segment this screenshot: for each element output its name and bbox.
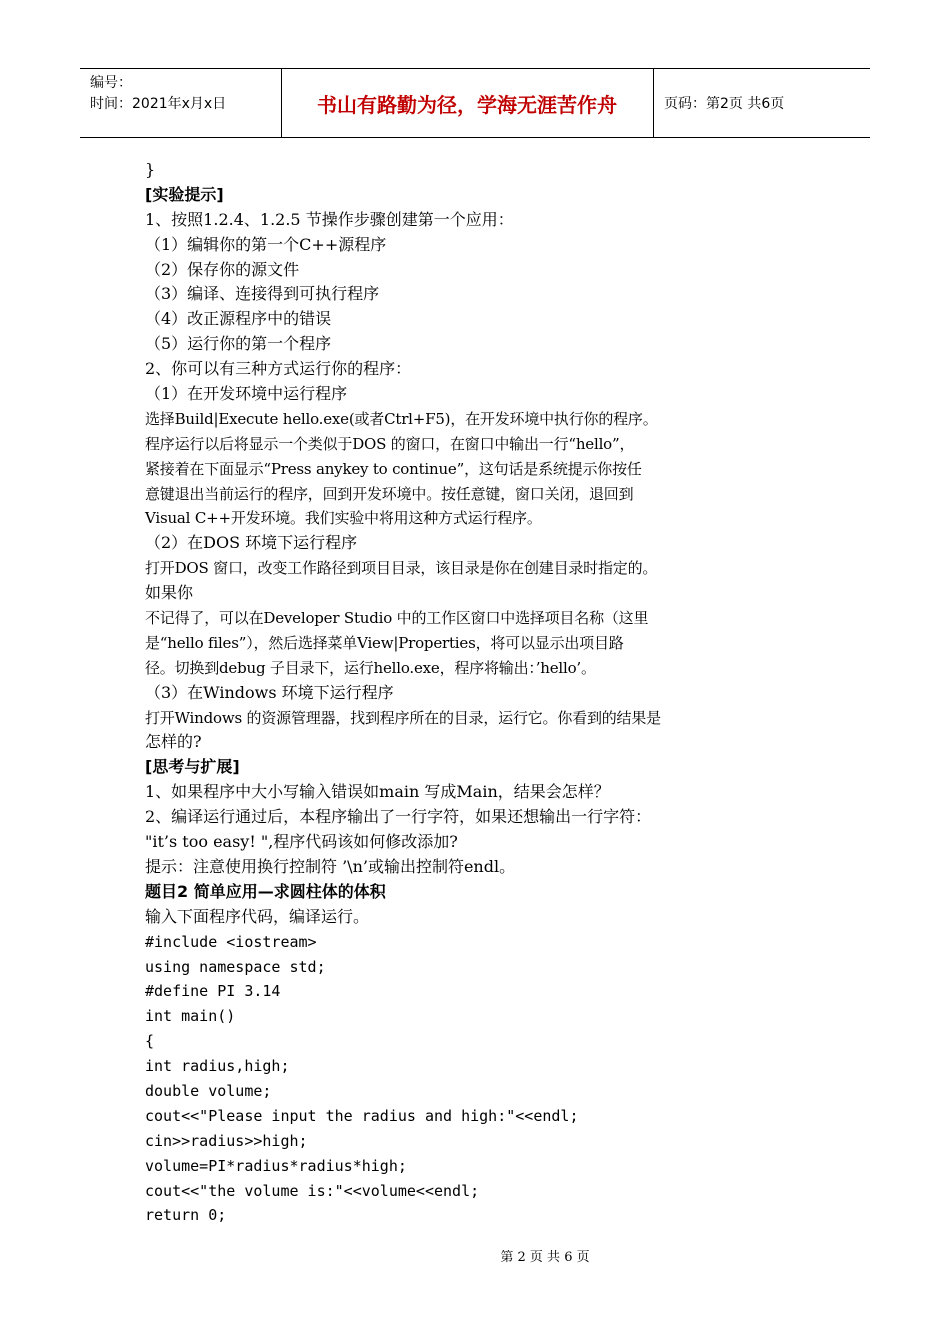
code-line: double volume; [145,1081,272,1100]
text-line: 紧接着在下面显示“Press anykey to continue”，这句话是系统提示你按任 [145,459,642,478]
code-line: } [145,160,156,179]
text-line: "it’s too easy! ",程序代码该如何修改添加? [145,832,458,852]
text-line: 如果你 [145,583,194,603]
text-line: Visual C++开发环境。我们实验中将用这种方式运行程序。 [145,509,542,528]
code-line: cout<<"the volume is:"<<volume<<endl; [145,1181,480,1200]
text-line: 是“hello files”），然后选择菜单View|Properties，将可以显示出项目路 [145,633,624,652]
text-line: （4）改正源程序中的错误 [145,309,332,329]
text-line: （1）在开发环境中运行程序 [145,384,348,404]
code-line: volume=PI*radius*radius*high; [145,1156,407,1175]
problem-heading: 题目2 简单应用—求圆柱体的体积 [145,881,386,901]
text-line: 怎样的? [145,732,202,752]
document-date-label: 时间：2021年x月x日 [90,96,227,112]
section-heading: [思考与扩展] [145,757,240,777]
text-line: （2）在DOS 环境下运行程序 [145,533,358,553]
code-line: return 0; [145,1206,227,1225]
code-line: #define PI 3.14 [145,982,281,1001]
document-body [145,158,815,1228]
text-line: （1）编辑你的第一个C++源程序 [145,234,387,254]
text-line: 输入下面程序代码，编译运行。 [145,906,370,926]
code-line: int radius,high; [145,1057,290,1076]
header-page-number: 页码：第2页 共6页 [664,96,785,112]
header-motto: 书山有路勤为径，学海无涯苦作舟 [317,92,617,117]
document-number-label: 编号： [90,75,132,91]
page-footer: 第 2 页 共 6 页 [500,1250,590,1265]
text-line: 意键退出当前运行的程序，回到开发环境中。按任意键，窗口关闭，退回到 [145,484,634,503]
text-line: （3）在Windows 环境下运行程序 [145,682,394,702]
code-line: { [145,1032,155,1051]
code-line: cin>>radius>>high; [145,1131,308,1150]
text-line: 打开DOS 窗口，改变工作路径到项目目录，该目录是你在创建目录时指定的。 [145,559,658,578]
text-line: （2）保存你的源文件 [145,259,300,279]
text-line: 2、你可以有三种方式运行你的程序： [145,359,412,379]
header-divider-right [653,69,654,137]
code-line: cout<<"Please input the radius and high:"<<endl; [145,1106,579,1125]
code-line: #include <iostream> [145,932,317,951]
text-line: 提示：注意使用换行控制符 ’\n’或输出控制符endl。 [145,856,516,876]
text-line: 打开Windows 的资源管理器，找到程序所在的目录，运行它。你看到的结果是 [145,708,661,727]
text-line: 程序运行以后将显示一个类似于DOS 的窗口，在窗口中输出一行“hello”， [145,434,635,453]
text-line: 1、如果程序中大小写输入错误如main 写成Main，结果会怎样？ [145,782,610,802]
text-line: 1、按照1.2.4、1.2.5 节操作步骤创建第一个应用： [145,209,514,229]
code-line: int main() [145,1007,236,1026]
page-header [80,68,870,138]
text-line: 2、编译运行通过后，本程序输出了一行字符，如果还想输出一行字符： [145,807,652,827]
header-meta [90,73,280,115]
text-line: 不记得了，可以在Developer Studio 中的工作区窗口中选择项目名称（这里 [145,609,649,628]
text-line: （3）编译、连接得到可执行程序 [145,284,380,304]
code-line: using namespace std; [145,957,326,976]
text-line: 径。切换到debug 子目录下，运行hello.exe，程序将输出：’hello’。 [145,658,596,677]
text-line: （5）运行你的第一个程序 [145,334,332,354]
text-line: 选择Build|Execute hello.exe(或者Ctrl+F5)，在开发环境中执行你的程序。 [145,409,658,428]
section-heading: [实验提示] [145,184,224,204]
